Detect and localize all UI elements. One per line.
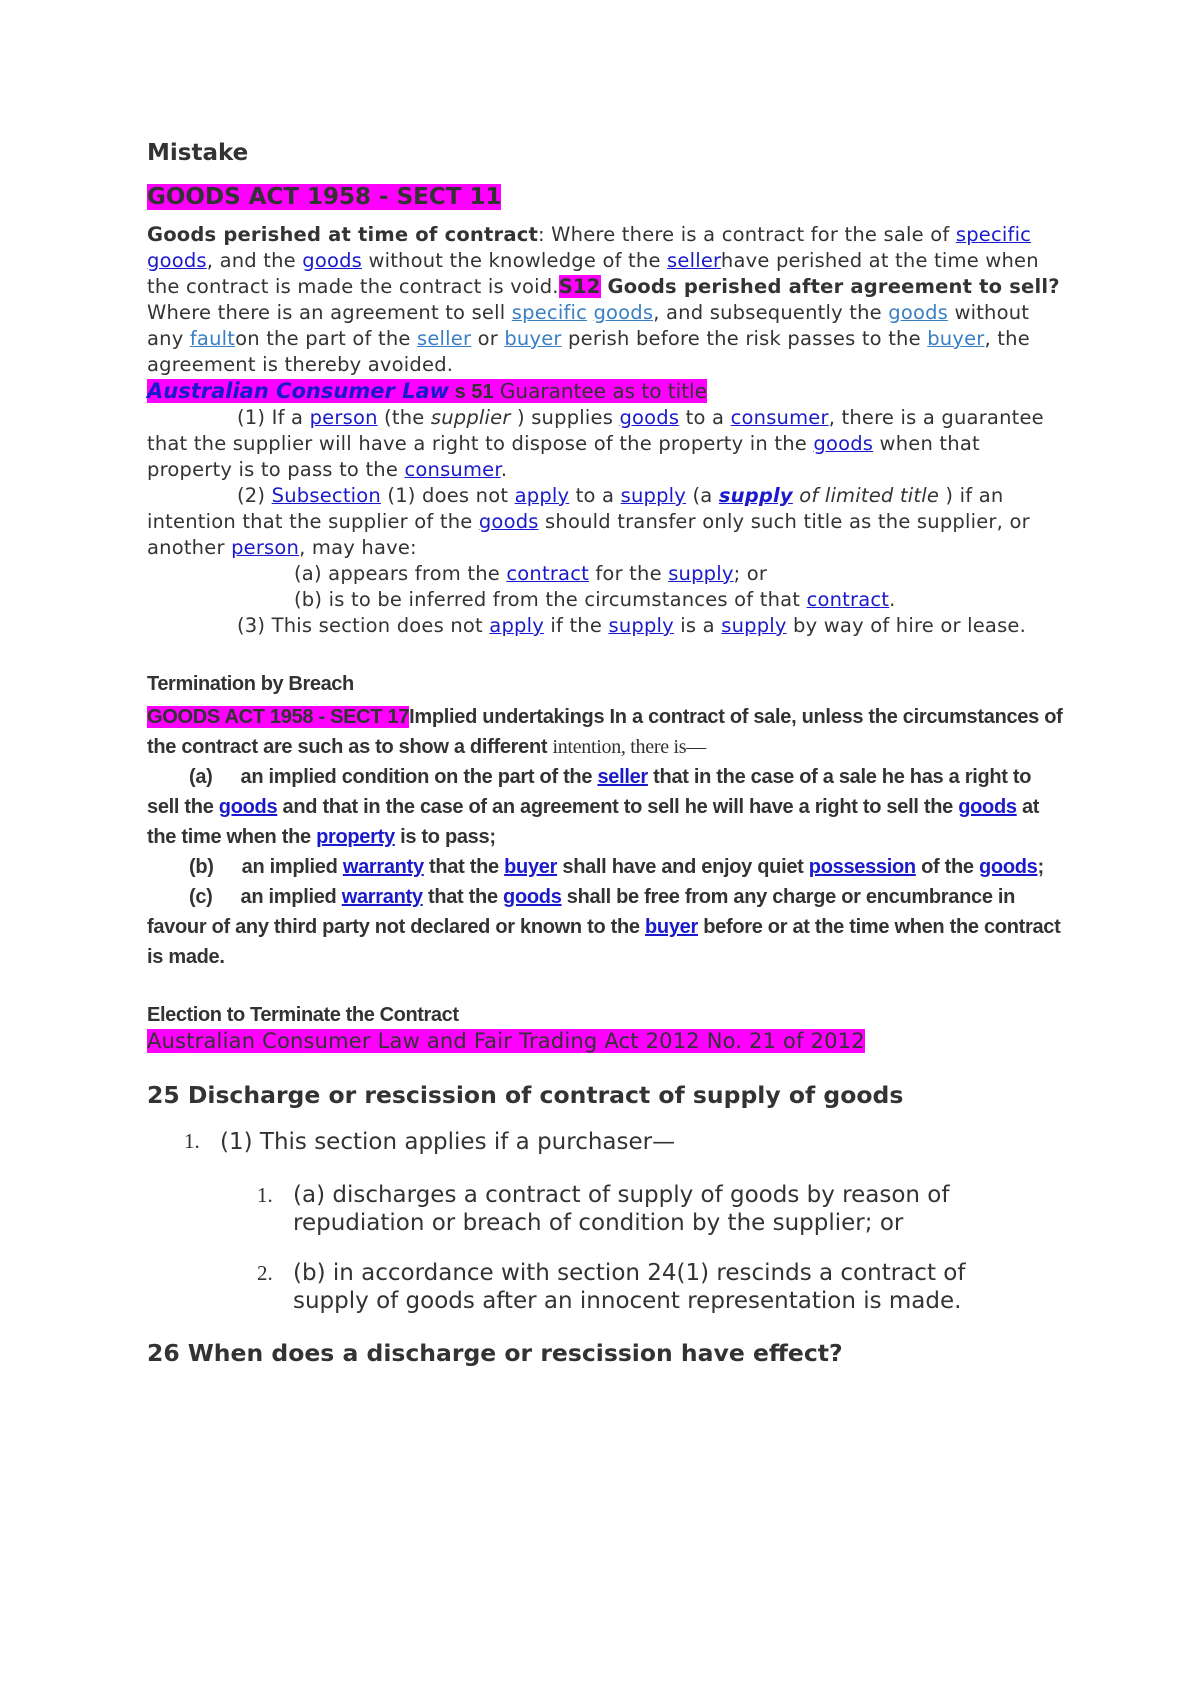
acl-text: to a — [569, 484, 621, 507]
s11-text: without the knowledge of the — [362, 249, 668, 272]
s17-title: Implied undertakings — [409, 706, 605, 728]
link-supply[interactable]: supply — [608, 614, 674, 637]
link-goods[interactable]: goods — [503, 886, 562, 908]
acl-paragraph-b — [147, 587, 1067, 613]
acl-text: (a) appears from the — [294, 562, 507, 585]
s12-title: Goods perished after agreement to sell? — [600, 275, 1060, 298]
link-goods[interactable]: goods — [302, 249, 363, 272]
s17-item-a — [147, 762, 1067, 852]
s12-text: without any — [147, 301, 1030, 350]
link-buyer[interactable]: buyer — [504, 327, 562, 350]
fair-trading-highlight: Australian Consumer Law and Fair Trading Act 2012 No. 21 of 2012 — [147, 1029, 865, 1053]
link-seller[interactable]: seller — [597, 766, 648, 788]
s17-item-num: (c) — [189, 886, 213, 908]
link-goods[interactable]: goods — [888, 301, 949, 324]
link-supply[interactable]: supply — [721, 614, 787, 637]
acl-text: (the — [377, 406, 431, 429]
s17-text: ; — [1037, 856, 1044, 878]
acl-text: should transfer only such title as the supplier, or another — [147, 510, 1030, 559]
acl-subsection-3 — [147, 613, 1067, 639]
fair-trading-heading — [147, 1029, 1067, 1053]
link-supply[interactable]: supply — [668, 562, 734, 585]
election-heading: Election to Terminate the Contract — [147, 1004, 459, 1026]
link-property[interactable]: property — [316, 826, 395, 848]
acl-text: . — [500, 458, 508, 481]
link-supply[interactable]: supply — [620, 484, 687, 507]
s17-text: of the — [915, 856, 979, 878]
list-text: (b) in accordance with section 24(1) rescinds a contract of supply of goods after an innocent representation is made. — [293, 1260, 966, 1314]
s17-text: In a contract of sale, unless the circumstances of the contract are such as to show a different — [147, 706, 1063, 758]
link-apply[interactable]: apply — [514, 484, 570, 507]
link-goods[interactable]: goods — [958, 796, 1017, 818]
s12-text: Where there is an agreement to sell — [147, 301, 512, 324]
acl-subsection-1 — [147, 405, 1067, 483]
link-warranty[interactable]: warranty — [341, 886, 423, 908]
s17-text: is to pass; — [394, 826, 496, 848]
link-person[interactable]: person — [309, 406, 378, 429]
act11-heading — [147, 184, 1067, 210]
link-goods[interactable]: goods — [978, 856, 1038, 878]
s11-text: , and the — [206, 249, 303, 272]
acl-text: ) supplies — [510, 406, 620, 429]
link-apply[interactable]: apply — [489, 614, 544, 637]
link-goods[interactable]: goods — [813, 432, 874, 455]
s17-text: that the — [422, 886, 504, 908]
acl-text: (1) does not — [380, 484, 515, 507]
acl-text: to a — [679, 406, 731, 429]
link-consumer[interactable]: consumer — [730, 406, 829, 429]
s17-item-num: (a) — [189, 766, 213, 788]
acl-section: s 51 — [449, 381, 494, 403]
link-buyer[interactable]: buyer — [504, 856, 558, 878]
acl-text-supplier: supplier — [430, 406, 511, 429]
acl-text: (b) is to be inferred from the circumstances of that — [294, 588, 807, 611]
list-item — [147, 1181, 1067, 1237]
list-number: 2. — [257, 1261, 273, 1285]
list-number: 1. — [257, 1183, 273, 1207]
link-specific-goods[interactable]: specific goods — [147, 223, 1032, 272]
s17-text: at the time when the — [147, 796, 1040, 848]
list-item — [147, 1259, 1067, 1315]
acl-text: , there is a guarantee that the supplier will have a right to dispose of the property in the — [147, 406, 1044, 455]
s17-badge: GOODS ACT 1958 - SECT 17 — [147, 706, 410, 728]
s12-text: on the part of the — [235, 327, 417, 350]
acl-text: (3) This section does not — [237, 614, 490, 637]
s17-text: intention, there is— — [552, 736, 706, 758]
acl-text: , may have: — [299, 536, 417, 559]
s11-title: Goods perished at time of contract — [147, 223, 538, 246]
link-warranty[interactable]: warranty — [342, 856, 424, 878]
link-goods[interactable]: goods — [593, 301, 654, 324]
link-goods[interactable]: goods — [478, 510, 539, 533]
link-seller[interactable]: seller — [416, 327, 472, 350]
link-fault[interactable]: fault — [189, 327, 236, 350]
link-possession[interactable]: possession — [808, 856, 916, 878]
link-buyer[interactable]: buyer — [645, 916, 698, 938]
acl-text: ; or — [733, 562, 768, 585]
list-item — [147, 1129, 1067, 1155]
s12-text: perish before the risk passes to the — [561, 327, 928, 350]
s17-text: that the — [423, 856, 505, 878]
termination-heading: Termination by Breach — [147, 673, 354, 695]
acl-text: for the — [588, 562, 669, 585]
s17-text: an implied — [241, 856, 343, 878]
acl-text: is a — [673, 614, 722, 637]
link-subsection[interactable]: Subsection — [271, 484, 381, 507]
section17-intro — [147, 702, 1067, 762]
acl-text: if the — [543, 614, 609, 637]
mistake-heading: Mistake — [147, 140, 249, 166]
acl-text: by way of hire or lease. — [786, 614, 1027, 637]
acl-text: (a — [686, 484, 719, 507]
link-consumer[interactable]: consumer — [404, 458, 501, 481]
acl-text: . — [889, 588, 896, 611]
acl-name: Australian Consumer Law — [147, 379, 450, 403]
acl-title: Guarantee as to title — [493, 379, 707, 403]
s17-text: an implied — [240, 886, 342, 908]
s12-text: or — [471, 327, 505, 350]
s17-item-b — [147, 852, 1067, 882]
section26-heading: 26 When does a discharge or rescission have effect? — [147, 1339, 843, 1367]
acl-text: when that property is to pass to the — [147, 432, 980, 481]
act11-highlight: GOODS ACT 1958 - SECT 11 — [147, 184, 502, 210]
acl-heading — [147, 378, 1067, 405]
s17-text: that in the case of a sale he has a right to sell the — [147, 766, 1032, 818]
link-contract[interactable]: contract — [806, 588, 890, 611]
link-contract[interactable]: contract — [506, 562, 589, 585]
s17-text: and that in the case of an agreement to sell he will have a right to sell the — [277, 796, 959, 818]
acl-text: ) if an intention that the supplier of the — [147, 484, 1004, 533]
link-buyer[interactable]: buyer — [927, 327, 985, 350]
link-supply[interactable]: supply — [718, 484, 793, 507]
link-goods[interactable]: goods — [619, 406, 680, 429]
s17-text: an implied condition on the part of the — [240, 766, 598, 788]
s17-text: shall have and enjoy quiet — [557, 856, 809, 878]
s12-badge: S12 — [558, 275, 601, 298]
link-seller[interactable]: seller — [667, 249, 721, 272]
acl-paragraph-a — [147, 561, 1067, 587]
s12-text: , and subsequently the — [653, 301, 889, 324]
document-body — [147, 140, 1067, 1367]
link-goods[interactable]: goods — [218, 796, 278, 818]
list-text: (1) This section applies if a purchaser— — [220, 1129, 676, 1155]
link-person[interactable]: person — [231, 536, 300, 559]
acl-text: (1) If a — [237, 406, 310, 429]
list-number: 1. — [184, 1129, 200, 1153]
acl-text-limited: of limited title — [792, 484, 940, 507]
acl-text: (2) — [237, 484, 272, 507]
link-specific[interactable]: specific — [511, 301, 588, 324]
list-text: (a) discharges a contract of supply of goods by reason of repudiation or breach of condition by the supplier; or — [293, 1182, 950, 1236]
section11-paragraph — [147, 222, 1067, 378]
section25-heading: 25 Discharge or rescission of contract of supply of goods — [147, 1081, 904, 1109]
s17-item-num: (b) — [189, 856, 214, 878]
s12-text: , the agreement is thereby avoided. — [147, 327, 1030, 376]
acl-subsection-2 — [147, 483, 1067, 561]
s17-text: before or at the time when the contract is made. — [147, 916, 1061, 968]
s11-text: : Where there is a contract for the sale of — [538, 223, 956, 246]
s17-item-c — [147, 882, 1067, 972]
s17-text: shall be free from any charge or encumbrance in favour of any third party not declared or known to the — [147, 886, 1016, 938]
s11-text: have perished at the time when the contract is made the contract is void. — [147, 249, 1039, 298]
